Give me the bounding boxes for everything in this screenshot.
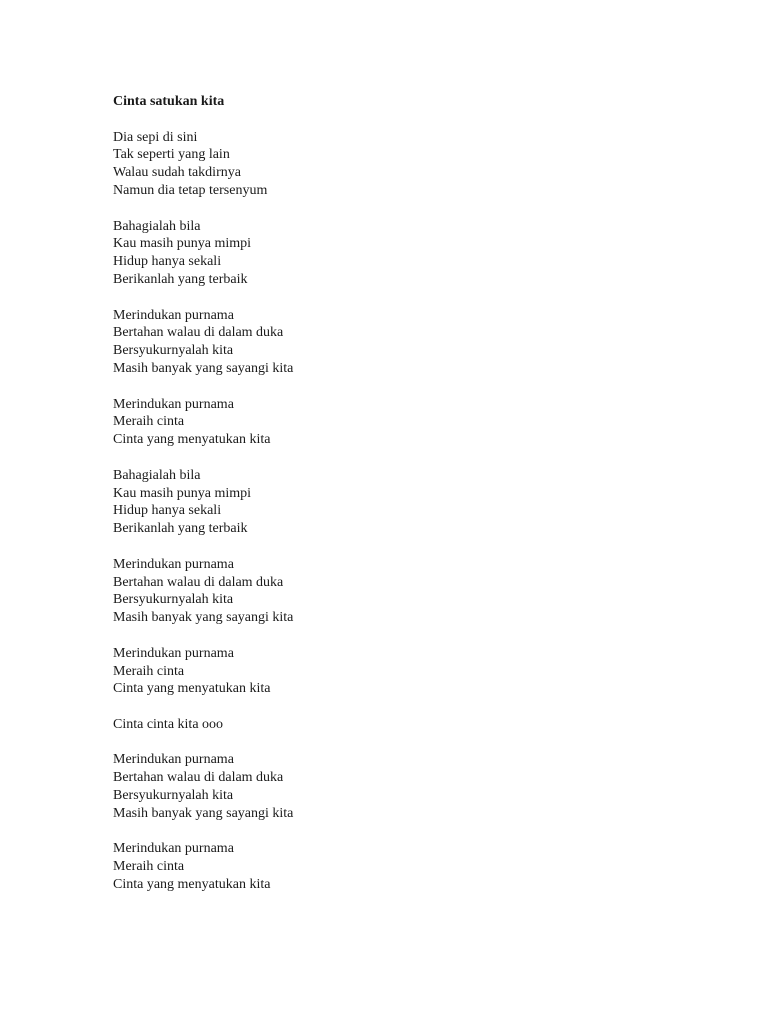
lyric-line: Bersyukurnyalah kita: [113, 343, 234, 359]
stanza: [113, 307, 713, 378]
lyric-line: Bertahan walau di dalam duka: [113, 325, 284, 341]
lyric-line: Hidup hanya sekali: [113, 503, 222, 519]
stanza-list: [113, 129, 713, 894]
lyric-line: Bertahan walau di dalam duka: [113, 770, 284, 786]
lyric-line: Kau masih punya mimpi: [113, 236, 252, 252]
lyric-line: Namun dia tetap tersenyum: [113, 182, 268, 198]
lyric-line: Cinta cinta kita ooo: [113, 716, 224, 732]
lyric-line: Dia sepi di sini: [113, 129, 198, 145]
stanza: [113, 218, 713, 289]
stanza: [113, 840, 713, 893]
stanza: [113, 396, 713, 449]
lyric-line: Merindukan purnama: [113, 841, 234, 857]
lyric-line: Bahagialah bila: [113, 218, 201, 234]
lyric-line: Bersyukurnyalah kita: [113, 592, 234, 608]
lyric-line: Merindukan purnama: [113, 645, 234, 661]
lyric-line: Hidup hanya sekali: [113, 254, 222, 270]
lyric-line: Bersyukurnyalah kita: [113, 788, 234, 804]
stanza: [113, 645, 713, 698]
lyric-line: Merindukan purnama: [113, 396, 234, 412]
stanza: [113, 751, 713, 822]
lyric-line: Meraih cinta: [113, 414, 185, 430]
lyric-line: Tak seperti yang lain: [113, 147, 230, 163]
lyric-line: Meraih cinta: [113, 663, 185, 679]
lyric-line: Bertahan walau di dalam duka: [113, 574, 284, 590]
lyric-line: Cinta yang menyatukan kita: [113, 681, 271, 697]
lyric-line: Berikanlah yang terbaik: [113, 271, 248, 287]
lyric-line: Meraih cinta: [113, 859, 185, 875]
lyric-line: Cinta yang menyatukan kita: [113, 432, 271, 448]
lyric-line: Walau sudah takdirnya: [113, 165, 241, 181]
lyric-line: Kau masih punya mimpi: [113, 485, 252, 501]
lyrics-body: [113, 93, 713, 894]
lyric-line: Bahagialah bila: [113, 467, 201, 483]
stanza: [113, 716, 713, 734]
lyric-line: Masih banyak yang sayangi kita: [113, 360, 294, 376]
lyric-line: Berikanlah yang terbaik: [113, 521, 248, 537]
lyric-line: Masih banyak yang sayangi kita: [113, 610, 294, 626]
lyric-line: Masih banyak yang sayangi kita: [113, 805, 294, 821]
lyric-line: Merindukan purnama: [113, 307, 234, 323]
stanza: [113, 467, 713, 538]
lyric-line: Merindukan purnama: [113, 752, 234, 768]
stanza: [113, 129, 713, 200]
lyric-line: Merindukan purnama: [113, 556, 234, 572]
stanza: [113, 556, 713, 627]
lyric-line: Cinta yang menyatukan kita: [113, 877, 271, 893]
song-title: Cinta satukan kita: [113, 94, 225, 109]
